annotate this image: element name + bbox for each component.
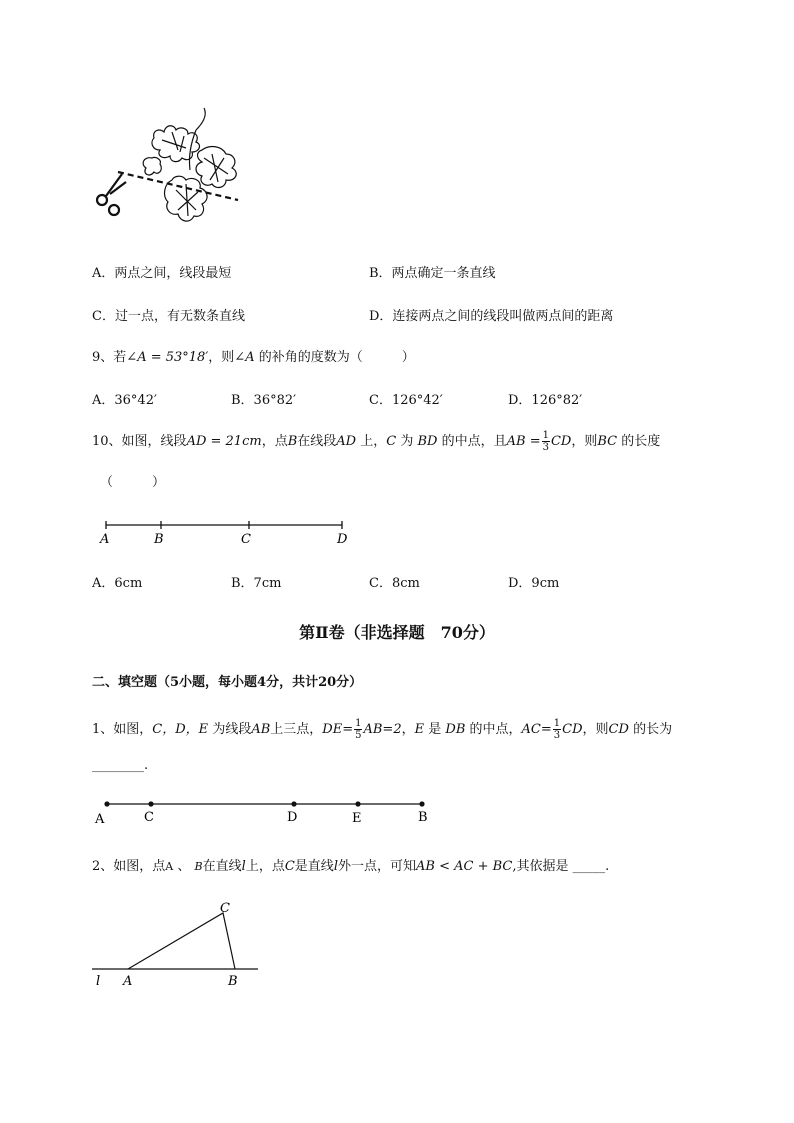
q10-label-d: D bbox=[337, 532, 348, 547]
f1-fraction-2: $\frac{1}{3}$ bbox=[553, 718, 561, 741]
q8-option-d: D．连接两点之间的线段叫做两点间的距离 bbox=[369, 309, 614, 324]
f1-text: 的中点， bbox=[469, 722, 522, 737]
fill-question-2 bbox=[92, 855, 609, 874]
q9-angle-expr: ∠A = 53°18′ bbox=[126, 350, 209, 365]
q10-segment-cd: CD bbox=[550, 434, 572, 449]
q10-text: 的中点，且 bbox=[441, 434, 507, 449]
f2-number: 2、 bbox=[92, 859, 114, 874]
q10-segment-bd: BD bbox=[417, 434, 438, 449]
q10-text: 为 bbox=[400, 434, 414, 449]
fill-question-1 bbox=[92, 718, 672, 741]
q10-text: ，则 bbox=[571, 434, 598, 449]
f2-point-a: A bbox=[165, 860, 174, 873]
f1-text: ，则 bbox=[582, 722, 609, 737]
f2-line-l: l bbox=[241, 859, 246, 874]
f2-text: 外一点，可知 bbox=[337, 859, 416, 874]
q8-option-b: B．两点确定一条直线 bbox=[369, 266, 496, 281]
q10-segment-bc: BC bbox=[597, 434, 618, 449]
f2-line-l-2: l bbox=[333, 859, 338, 874]
f2-label-a: A bbox=[123, 974, 133, 989]
f1-segment-cd: CD bbox=[562, 722, 583, 737]
q10-answer-paren: （ ） bbox=[100, 475, 166, 490]
f1-de-eq: DE= bbox=[322, 722, 354, 737]
f2-inequality: AB < AC + BC bbox=[416, 859, 513, 874]
f1-text: 的长为 bbox=[633, 722, 673, 737]
q8-option-a: A．两点之间，线段最短 bbox=[92, 266, 232, 281]
q9-number: 9、 bbox=[92, 350, 114, 365]
q9-option-c: C．126°42′ bbox=[369, 393, 443, 408]
f2-point-b: B bbox=[194, 860, 203, 873]
f1-label-a: A bbox=[95, 812, 105, 827]
f2-point-c: C bbox=[284, 859, 295, 874]
f1-text: 是 bbox=[428, 722, 442, 737]
q8-option-c: C．过一点，有无数条直线 bbox=[92, 309, 245, 324]
q10-option-c: C．8cm bbox=[369, 576, 420, 591]
q10-number: 10、 bbox=[92, 434, 122, 449]
f1-label-c: C bbox=[144, 810, 154, 825]
q10-text: 如图，线段 bbox=[121, 434, 187, 449]
f1-ab-eq: AB=2 bbox=[363, 722, 402, 737]
q10-ab-eq: AB = bbox=[506, 434, 541, 449]
q9-text: ，则 bbox=[208, 350, 235, 365]
f1-segment-ab: AB bbox=[251, 722, 271, 737]
q10-option-b: B．7cm bbox=[231, 576, 282, 591]
question-9 bbox=[92, 346, 415, 365]
q9-text: 的补角的度数为（ ） bbox=[258, 350, 415, 365]
f2-text: 上，点 bbox=[245, 859, 285, 874]
q9-text: 若 bbox=[113, 350, 127, 365]
f2-triangle-figure bbox=[90, 895, 265, 990]
f1-segment-figure bbox=[92, 795, 437, 827]
f2-text: 在直线 bbox=[202, 859, 242, 874]
f1-text: 为线段 bbox=[212, 722, 252, 737]
f2-text: ,其依据是 bbox=[512, 859, 569, 874]
q10-option-d: D．9cm bbox=[508, 576, 560, 591]
part-2-title: 第Ⅱ卷（非选择题 70分） bbox=[299, 623, 495, 642]
f1-segment-cd-2: CD bbox=[608, 722, 629, 737]
q10-text: ，点 bbox=[261, 434, 288, 449]
q10-label-a: A bbox=[100, 532, 110, 547]
f2-label-l: l bbox=[96, 974, 101, 989]
f1-fraction-1: $\frac{1}{5}$ bbox=[355, 718, 362, 741]
f2-text: 如图，点 bbox=[113, 859, 166, 874]
question-10 bbox=[92, 430, 660, 453]
f1-label-d: D bbox=[287, 810, 298, 825]
q9-option-b: B．36°82′ bbox=[231, 393, 297, 408]
section-heading: 二、填空题（5小题，每小题4分，共计20分） bbox=[92, 675, 363, 690]
f1-number: 1、 bbox=[92, 722, 114, 737]
q10-point-b: B bbox=[287, 434, 298, 449]
q9-option-d: D．126°82′ bbox=[508, 393, 583, 408]
f1-label-b: B bbox=[418, 810, 428, 825]
leaf-scissors-figure bbox=[92, 100, 252, 235]
f1-point-e: E bbox=[414, 722, 425, 737]
q10-text: 的长度 bbox=[621, 434, 661, 449]
q10-point-c: C bbox=[386, 434, 397, 449]
f2-text: 是直线 bbox=[294, 859, 334, 874]
f1-text: ， bbox=[401, 722, 415, 737]
q10-text: 在线段 bbox=[297, 434, 337, 449]
q10-fraction: $\frac{1}{3}$ bbox=[542, 430, 549, 453]
q10-segment-figure bbox=[96, 515, 356, 549]
f1-segment-db: DB bbox=[445, 722, 466, 737]
f2-answer-blank[interactable]: _____. bbox=[572, 859, 610, 874]
q10-label-b: B bbox=[154, 532, 164, 547]
f1-answer-blank[interactable]: ________. bbox=[92, 758, 149, 773]
q10-segment-ad: AD bbox=[336, 434, 357, 449]
f2-label-c: C bbox=[220, 901, 230, 916]
f1-text: 如图， bbox=[113, 722, 153, 737]
f1-ac-eq: AC= bbox=[521, 722, 552, 737]
f2-text: 、 bbox=[177, 859, 191, 874]
q10-text: 上， bbox=[360, 434, 387, 449]
f1-points: C，D，E bbox=[152, 722, 209, 737]
q9-angle: ∠A bbox=[234, 350, 255, 365]
q10-ad-expr: AD = 21cm bbox=[186, 434, 262, 449]
f1-text: 上三点， bbox=[270, 722, 323, 737]
q10-option-a: A．6cm bbox=[92, 576, 143, 591]
q10-label-c: C bbox=[241, 532, 251, 547]
q9-option-a: A．36°42′ bbox=[92, 393, 157, 408]
f1-label-e: E bbox=[352, 811, 362, 826]
f2-label-b: B bbox=[228, 974, 238, 989]
